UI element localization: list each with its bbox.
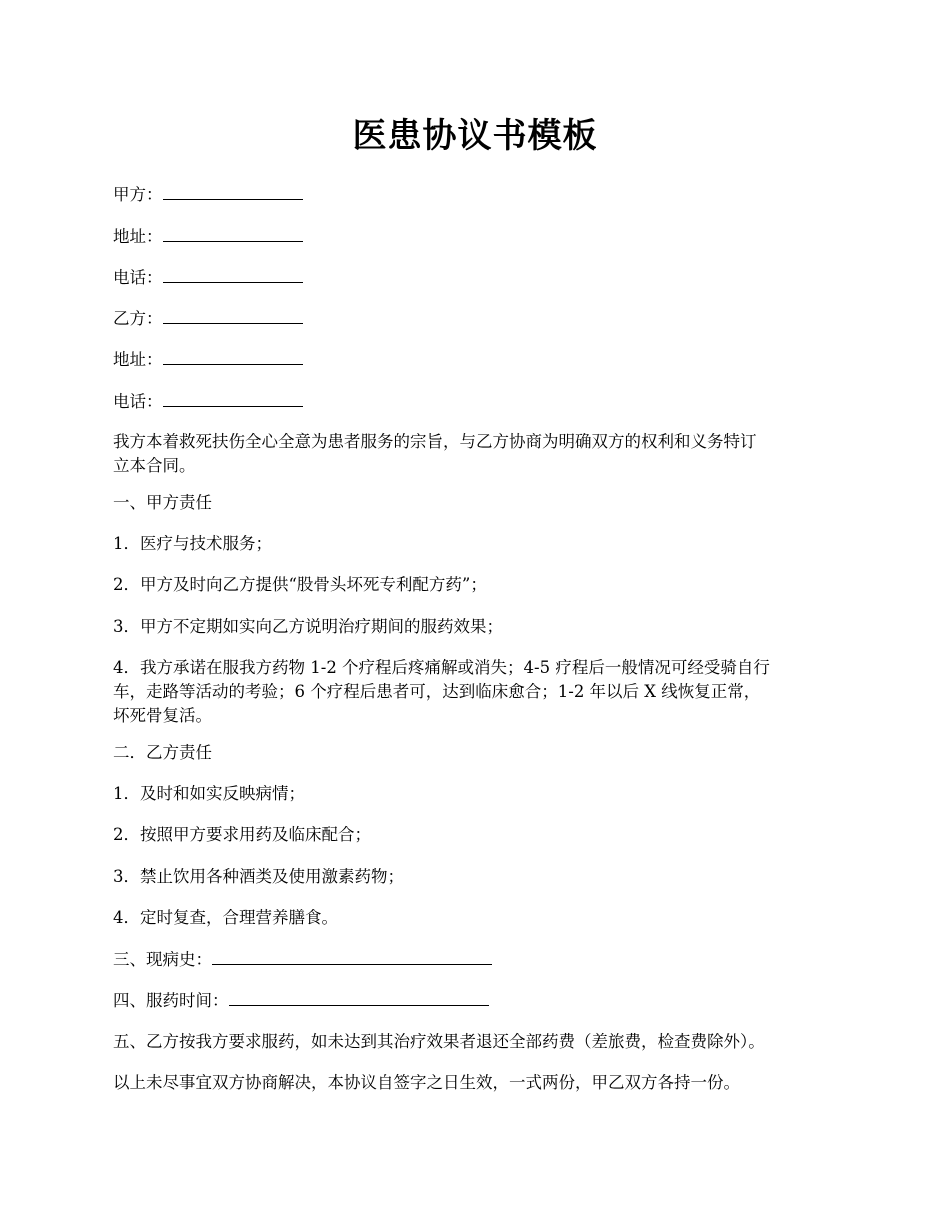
party-a-address-label: 地址： bbox=[113, 227, 163, 246]
party-b-phone-blank[interactable] bbox=[163, 389, 303, 407]
party-b-name-line bbox=[113, 306, 853, 331]
party-a-phone-label: 电话： bbox=[113, 268, 163, 287]
party-a-address-blank[interactable] bbox=[163, 224, 303, 242]
section-b-item: 4．定时复查，合理营养膳食。 bbox=[113, 908, 338, 927]
section-d-label: 四、服药时间： bbox=[113, 991, 229, 1010]
section-a-heading: 一、甲方责任 bbox=[113, 493, 212, 512]
section-e: 五、乙方按我方要求服药，如未达到其治疗效果者退还全部药费（差旅费，检查费除外）。 bbox=[113, 1032, 765, 1051]
party-a-name-line bbox=[113, 182, 853, 207]
section-a-item: 2．甲方及时向乙方提供“股骨头坏死专利配方药”； bbox=[113, 575, 487, 594]
section-a-item-4-line: 坏死骨复活。 bbox=[113, 706, 212, 725]
party-b-name-blank[interactable] bbox=[163, 306, 303, 324]
party-a-address-line bbox=[113, 224, 853, 249]
party-a-name-blank[interactable] bbox=[163, 182, 303, 200]
section-a-item-4-line: 4．我方承诺在服我方药物 1-2 个疗程后疼痛解或消失；4-5 疗程后一般情况可经受骑自行 bbox=[113, 658, 770, 677]
section-c-line bbox=[113, 947, 853, 972]
party-a-name-label: 甲方： bbox=[113, 185, 163, 204]
party-b-name-label: 乙方： bbox=[113, 309, 163, 328]
intro-line: 立本合同。 bbox=[113, 456, 196, 475]
section-c-blank[interactable] bbox=[212, 947, 492, 965]
section-a-item: 1．医疗与技术服务； bbox=[113, 534, 272, 553]
section-d-line bbox=[113, 988, 853, 1013]
section-a-item-4 bbox=[113, 656, 848, 728]
section-b-item: 3．禁止饮用各种酒类及使用激素药物； bbox=[113, 867, 404, 886]
section-d-blank[interactable] bbox=[229, 988, 489, 1006]
closing-statement: 以上未尽事宜双方协商解决，本协议自签字之日生效，一式两份，甲乙双方各持一份。 bbox=[113, 1073, 740, 1092]
section-b-item: 2．按照甲方要求用药及临床配合； bbox=[113, 825, 371, 844]
intro-line: 我方本着救死扶伤全心全意为患者服务的宗旨，与乙方协商为明确双方的权利和义务特订 bbox=[113, 432, 757, 451]
section-b-item: 1．及时和如实反映病情； bbox=[113, 784, 305, 803]
party-b-address-label: 地址： bbox=[113, 350, 163, 369]
party-b-address-line bbox=[113, 347, 853, 372]
party-b-phone-line bbox=[113, 389, 853, 414]
section-a-item: 3．甲方不定期如实向乙方说明治疗期间的服药效果； bbox=[113, 617, 503, 636]
party-a-phone-line bbox=[113, 265, 853, 290]
party-b-phone-label: 电话： bbox=[113, 392, 163, 411]
section-c-label: 三、现病史： bbox=[113, 950, 212, 969]
party-b-address-blank[interactable] bbox=[163, 347, 303, 365]
section-b-heading: 二．乙方责任 bbox=[113, 743, 212, 762]
section-a-item-4-line: 车，走路等活动的考验；6 个疗程后患者可，达到临床愈合；1-2 年以后 X 线恢复正常， bbox=[113, 682, 761, 701]
party-a-phone-blank[interactable] bbox=[163, 265, 303, 283]
intro-paragraph bbox=[113, 430, 848, 478]
document-title: 医患协议书模板 bbox=[352, 116, 598, 156]
